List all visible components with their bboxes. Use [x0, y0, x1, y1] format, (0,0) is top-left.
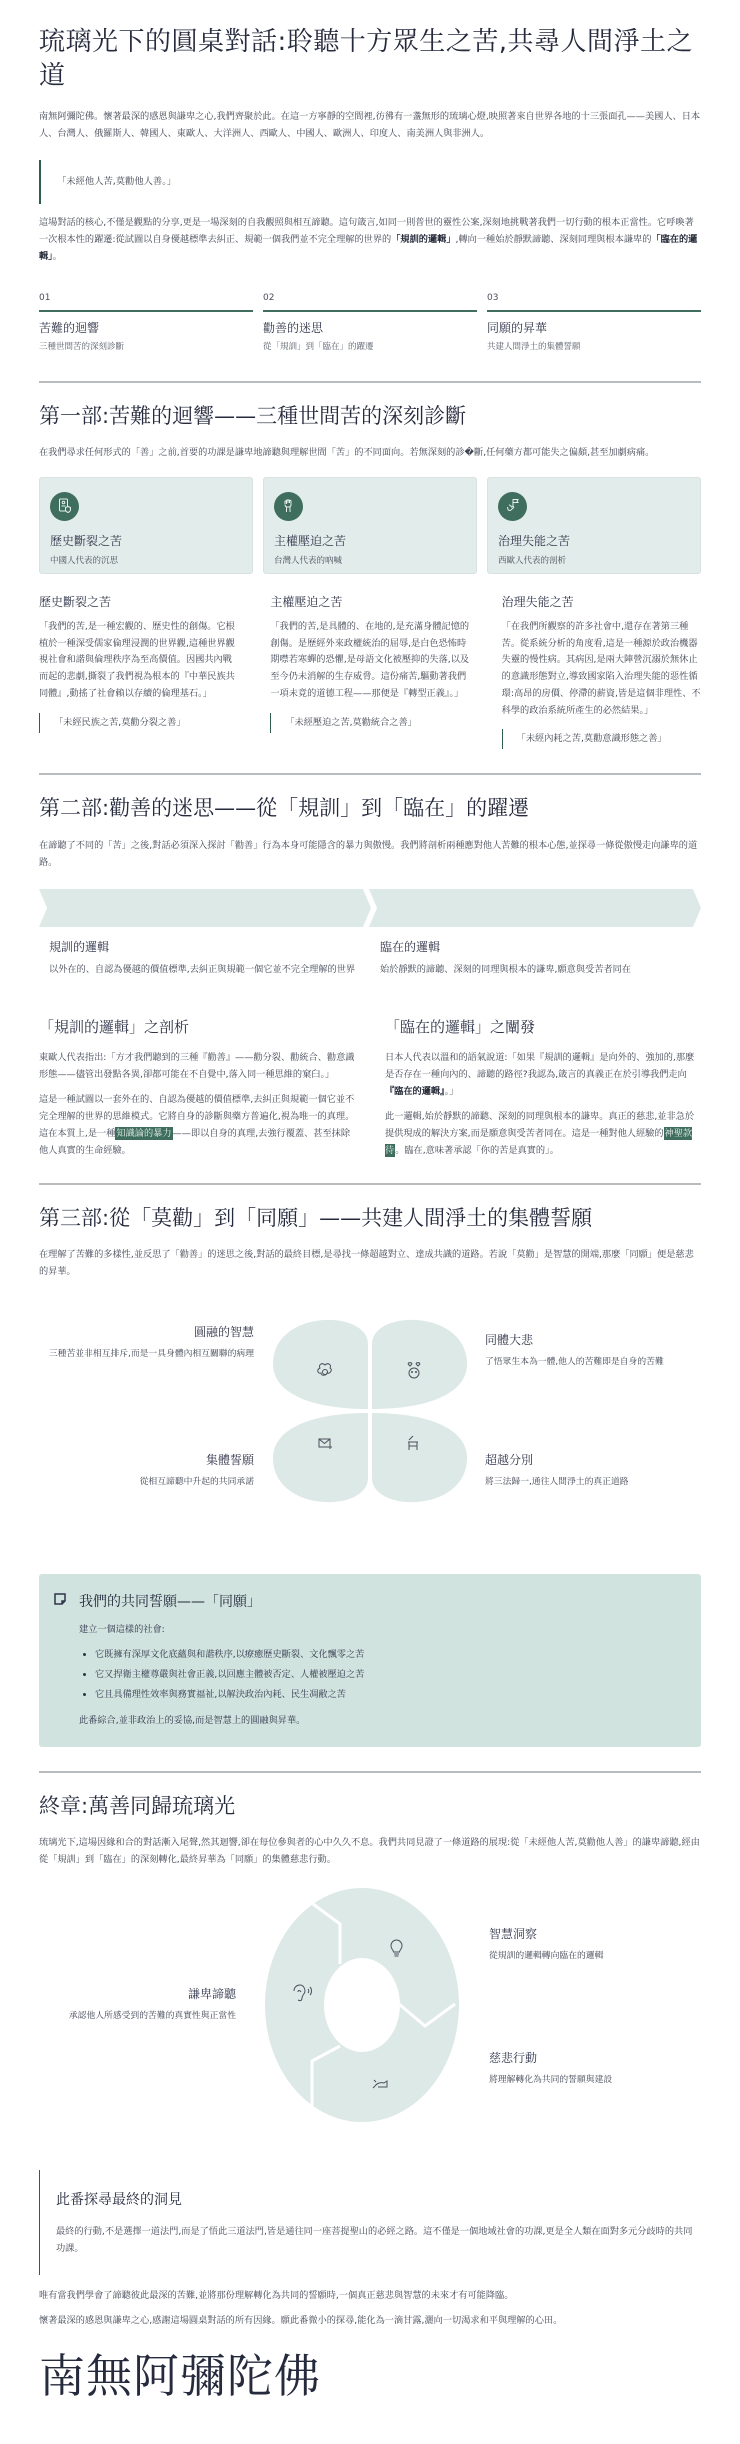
- part2-intro: 在諦聽了不同的「苦」之後,對話必須深入探討「勸善」行為本身可能隱含的暴力與傲慢。我們將剖析兩種應對他人苦難的根本心態,並探尋一條從傲慢走向謙卑的道路。: [39, 839, 698, 868]
- card-subtitle: 西歐人代表的剖析: [498, 555, 567, 566]
- bold-term: 『臨在的邏輯』: [385, 1085, 445, 1097]
- analysis-text: 。」: [444, 1085, 459, 1097]
- table-of-contents: [39, 291, 701, 355]
- analysis-text: 日本人代表以溫和的語氣說道:「如果『規訓的邏輯』是向外的、強加的,那麼是否存在一種向內的、諦聽的路徑?我認為,箴言的真義正在於引導我們走向: [385, 1051, 695, 1080]
- chevron-presence: [369, 889, 701, 927]
- logic-descriptions: [39, 937, 701, 979]
- suffering-detail: [39, 592, 238, 750]
- cycle-title: 慈悲行動: [489, 2051, 538, 2066]
- cycle-title: 智慧洞察: [489, 1927, 538, 1942]
- discipline-analysis: [39, 1014, 355, 1158]
- hand-flag-icon: [498, 492, 527, 521]
- cycle-label-listening: [39, 1984, 236, 2025]
- suffering-detail: [270, 592, 469, 750]
- vow-item: • 它又捍衛主權尊嚴與社會正義,以回應主體被否定、人權被壓迫之苦: [95, 1667, 687, 1683]
- detail-text: 「在我們所觀察的許多社會中,還存在著第三種苦。從系統分析的角度看,這是一種源於政治機器失靈的慢性病。其病因,是兩大陣營沉溺於無休止的意識形態對立,導致國家陷入治理失能的惡性循環:高昂的房價、停滯的薪資,皆是這個非理性、不科學的政治系統所產生的必然結果。」: [501, 620, 701, 716]
- vow-list: [79, 1647, 687, 1703]
- detail-quote: 「未經壓迫之苦,莫勸統合之善」: [270, 713, 469, 733]
- petal-label-compassion: [485, 1330, 725, 1371]
- suffering-card: [39, 477, 253, 574]
- section-divider: [39, 1183, 701, 1185]
- finale-heading: 終章:萬善同歸琉璃光: [39, 1793, 236, 1818]
- part3-intro: 在理解了苦難的多樣性,並反思了「勸善」的迷思之後,對話的最終目標,是尋找一條超越對立、達成共識的道路。若說「莫勸」是智慧的開端,那麼「同願」便是慈悲的昇華。: [39, 1248, 694, 1277]
- toc-subtitle: 共建人間淨土的集體誓願: [487, 341, 581, 352]
- analysis-text: ——即以自身的真理,去強行覆蓋、甚至抹除他人真實的生命經驗。: [39, 1127, 351, 1156]
- cycle-label-insight: [489, 1924, 729, 1965]
- card-title: 主權壓迫之苦: [274, 533, 347, 548]
- toc-item-2[interactable]: [263, 291, 477, 355]
- toc-item-1[interactable]: [39, 291, 253, 355]
- cycle-label-action: [489, 2048, 729, 2089]
- petal-text: 從相互諦聽中升起的共同承諾: [139, 1476, 254, 1487]
- cycle-ring: [265, 1886, 459, 2124]
- logic-title: 臨在的邏輯: [380, 939, 441, 954]
- section-divider: [39, 1771, 701, 1773]
- section-divider: [39, 381, 701, 383]
- finale-intro: 琉璃光下,這場因緣和合的對話漸入尾聲,然其迴響,卻在每位參與者的心中久久不息。我們共同見證了一條道路的展現:從「未經他人苦,莫勸他人善」的謙卑諦聽,經由從「規訓」到「臨在」的深刻轉化,最終昇華為「同願」的集體慈悲行動。: [39, 1837, 700, 1866]
- part2-section: [39, 795, 701, 1158]
- analysis-paragraph: [39, 1091, 355, 1159]
- part1-intro: 在我們尋求任何形式的「善」之前,首要的功課是謙卑地諦聽與理解世間「苦」的不同面向。若無深刻的診�斷,任何藥方都可能失之偏頗,甚至加劇病痛。: [39, 446, 655, 458]
- vow-lead: 建立一個這樣的社會:: [79, 1624, 165, 1636]
- detail-title: 治理失能之苦: [501, 594, 574, 609]
- cycle-title: 謙卑諦聽: [187, 1987, 236, 2002]
- toc-number: 03: [487, 291, 701, 312]
- cycle-text: 承認他人所感受到的苦難的真實性與正當性: [68, 2011, 236, 2022]
- logic-presence: [370, 937, 701, 979]
- detail-text: 「我們的苦,是一種宏觀的、歷史性的創傷。它根植於一種深受儒家倫理浸潤的世界觀,這種世界觀視社會和諧與倫理秩序為至高價值。因國共內戰而起的悲劇,撕裂了我們視為根本的『中華民族共同體』,動搖了社會賴以存續的倫理基石。」: [39, 620, 235, 699]
- card-title: 治理失能之苦: [498, 533, 571, 548]
- logic-analysis: [39, 1014, 701, 1158]
- petal-text: 了悟眾生本為一體,他人的苦難即是自身的苦難: [485, 1356, 664, 1367]
- clover-diagram: [39, 1304, 701, 1554]
- logic-title: 規訓的邏輯: [49, 939, 110, 954]
- petal-title: 圓融的智慧: [193, 1324, 254, 1339]
- suffering-cards: [39, 477, 701, 574]
- core-paragraph: [39, 214, 701, 265]
- document-shield-icon: [50, 492, 79, 521]
- vow-item: • 它既擁有深厚文化底蘊與和諧秩序,以療癒歷史斷裂、文化飄零之苦: [95, 1647, 687, 1663]
- core-text-mid: ,轉向一種始於靜默諦聽、深刻同理與根本謙卑的: [455, 233, 652, 245]
- epigraph-quote: 「未經他人苦,莫勸他人善。」: [39, 160, 701, 204]
- toc-number: 01: [39, 291, 253, 312]
- logic-discipline: [39, 937, 370, 979]
- part1-heading: 第一部:苦難的迴響——三種世間苦的深刻診斷: [39, 403, 467, 428]
- suffering-details: [39, 592, 701, 750]
- core-text: 這場對話的核心,不僅是觀點的分享,更是一場深刻的自我觀照與相互諦聽。這句箴言,如同一則普世的靈性公案,深刻地挑戰著我們一切行動的根本正當性。它呼喚著一次根本性的躍遷:從試圖以自身優越標準去糾正、規範一個我們並不完全理解的世界的: [39, 216, 694, 245]
- analysis-text: 這是一種試圖以一套外在的、自認為優越的價值標準,去糾正與規範一個它並不完全理解的世界的思維模式。它將自身的診斷與藥方普遍化,視為唯一的真理。這在本質上,是一種: [39, 1093, 355, 1139]
- core-bold-discipline: 「規訓的邏輯」: [391, 233, 456, 245]
- toc-item-3[interactable]: [487, 291, 701, 355]
- common-vow-box: [39, 1574, 701, 1747]
- suffering-detail: [502, 592, 701, 750]
- insight-text: 最終的行動,不是選擇一道法門,而是了悟此三道法門,皆是通往同一座菩提聖山的必經之路。這不僅是一個地域社會的功課,更是全人類在面對多元分歧時的共同功課。: [56, 2225, 693, 2254]
- part1-section: [39, 403, 701, 750]
- part3-heading: 第三部:從「莫勸」到「同願」——共建人間淨土的集體誓願: [39, 1205, 593, 1230]
- vow-heading: 我們的共同誓願——「同願」: [79, 1593, 261, 1610]
- vow-item: • 它且具備理性效率與務實福祉,以解決政治內耗、民生凋敝之苦: [95, 1687, 687, 1703]
- note-icon: [53, 1592, 67, 1613]
- toc-title: 同願的昇華: [487, 320, 548, 335]
- suffering-card: [263, 477, 477, 574]
- core-bold-presence: 「臨在的邏輯」: [39, 233, 698, 262]
- card-subtitle: 中國人代表的沉思: [50, 555, 119, 566]
- raised-fist-icon: [274, 492, 303, 521]
- detail-title: 歷史斷裂之苦: [39, 594, 112, 609]
- part2-heading: 第二部:勸善的迷思——從「規訓」到「臨在」的躍遷: [39, 796, 530, 821]
- cycle-text: 將理解轉化為共同的誓願與建設: [489, 2075, 613, 2086]
- logic-text: 始於靜默的諦聽、深刻的同理與根本的謙卑,願意與受苦者同在: [380, 963, 631, 975]
- petal-title: 集體誓願: [205, 1452, 254, 1467]
- analysis-heading: 「規訓的邏輯」之剖析: [39, 1018, 190, 1037]
- chevron-discipline: [39, 889, 371, 927]
- detail-quote: 「未經內耗之苦,莫勸意識形態之善」: [502, 729, 701, 749]
- cycle-diagram: [39, 1886, 701, 2166]
- toc-number: 02: [263, 291, 477, 312]
- vow-closing: 此番綜合,並非政治上的妥協,而是智慧上的圓融與昇華。: [79, 1714, 306, 1726]
- toc-title: 苦難的迴響: [39, 320, 100, 335]
- analysis-heading: 「臨在的邏輯」之闡發: [385, 1018, 536, 1037]
- finale-section: [39, 1793, 701, 2404]
- analysis-paragraph: [385, 1108, 701, 1159]
- card-title: 歷史斷裂之苦: [50, 533, 123, 548]
- petal-title: 同體大悲: [485, 1332, 534, 1347]
- analysis-text: 此一邏輯,始於靜默的諦聽、深刻的同理與根本的謙卑。真正的慈悲,並非急於提供現成的解決方案,而是願意與受苦者同在。這是一種對他人經驗的: [385, 1110, 695, 1139]
- analysis-text: 。臨在,意味著承認「你的苦是真實的」。: [395, 1144, 559, 1156]
- final-insight: [39, 2170, 701, 2275]
- petal-label-wisdom: [39, 1322, 254, 1363]
- detail-title: 主權壓迫之苦: [270, 594, 343, 609]
- petal-label-vow: [39, 1450, 254, 1491]
- clover-shape: [273, 1314, 467, 1508]
- toc-subtitle: 從「規訓」到「臨在」的躍遷: [263, 341, 374, 352]
- highlight-term: 神聖款待: [385, 1127, 693, 1156]
- analysis-paragraph: 東歐人代表指出:「方才我們聽到的三種『勸善』——勸分裂、勸統合、勸意識形態——儘管出發點各異,卻都可能在不自覺中,落入同一種思維的窠臼。」: [39, 1051, 355, 1080]
- petal-label-transcend: [485, 1450, 725, 1491]
- card-subtitle: 台灣人代表的吶喊: [274, 555, 343, 566]
- suffering-card: [487, 477, 701, 574]
- petal-text: 將三法歸一,通往人間淨土的真正道路: [485, 1476, 629, 1487]
- cycle-text: 從規訓的邏輯轉向臨在的邏輯: [489, 1951, 604, 1962]
- section-divider: [39, 773, 701, 775]
- intro-paragraph: 南無阿彌陀佛。懷著最深的感恩與謙卑之心,我們齊聚於此。在這一方寧靜的空間裡,彷彿有一盞無形的琉璃心燈,映照著來自世界各地的十三張面孔——美國人、日本人、台灣人、俄羅斯人、韓國人、東歐人、大洋洲人、西歐人、中國人、歐洲人、印度人、南美洲人與非洲人。: [39, 110, 701, 139]
- detail-quote: 「未經民族之苦,莫勸分裂之善」: [39, 713, 238, 733]
- highlight-term: 知識論的暴力: [116, 1127, 172, 1139]
- presence-analysis: [385, 1014, 701, 1158]
- analysis-paragraph: [385, 1049, 701, 1100]
- toc-subtitle: 三種世間苦的深刻診斷: [39, 341, 125, 352]
- finale-paragraph-2: 懷著最深的感恩與謙卑之心,感謝這場圓桌對話的所有因緣。願此番微小的探尋,能化為一滴甘露,灑向一切渴求和平與理解的心田。: [39, 2314, 563, 2326]
- core-text-end: 。: [52, 250, 62, 262]
- detail-text: 「我們的苦,是具體的、在地的,是充滿身體記憶的創傷。是歷經外來政權統治的屈辱,是白色恐怖時期噤若寒蟬的恐懼,是母語文化被壓抑的失落,以及至今仍未消解的生存威脅。這份痛苦,驅動著我們一項未竟的道德工程——那便是『轉型正義』。」: [270, 620, 470, 699]
- toc-title: 勸善的迷思: [263, 320, 324, 335]
- finale-paragraph-1: 唯有當我們學會了諦聽彼此最深的苦難,並將那份理解轉化為共同的誓願時,一個真正慈悲與智慧的未來才有可能降臨。: [39, 2289, 514, 2301]
- closing-invocation: 南無阿彌陀佛: [39, 2348, 321, 2403]
- petal-text: 三種苦並非相互排斥,而是一具身體內相互關聯的病理: [48, 1348, 254, 1359]
- insight-heading: 此番探尋最終的洞見: [56, 2192, 182, 2209]
- page-title: 琉璃光下的圓桌對話:聆聽十方眾生之苦,共尋人間淨土之道: [39, 27, 694, 91]
- part3-section: [39, 1205, 701, 1747]
- logic-chevrons: [39, 889, 701, 927]
- logic-text: 以外在的、自認為優越的價值標準,去糾正與規範一個它並不完全理解的世界: [49, 963, 356, 975]
- petal-title: 超越分別: [485, 1452, 534, 1467]
